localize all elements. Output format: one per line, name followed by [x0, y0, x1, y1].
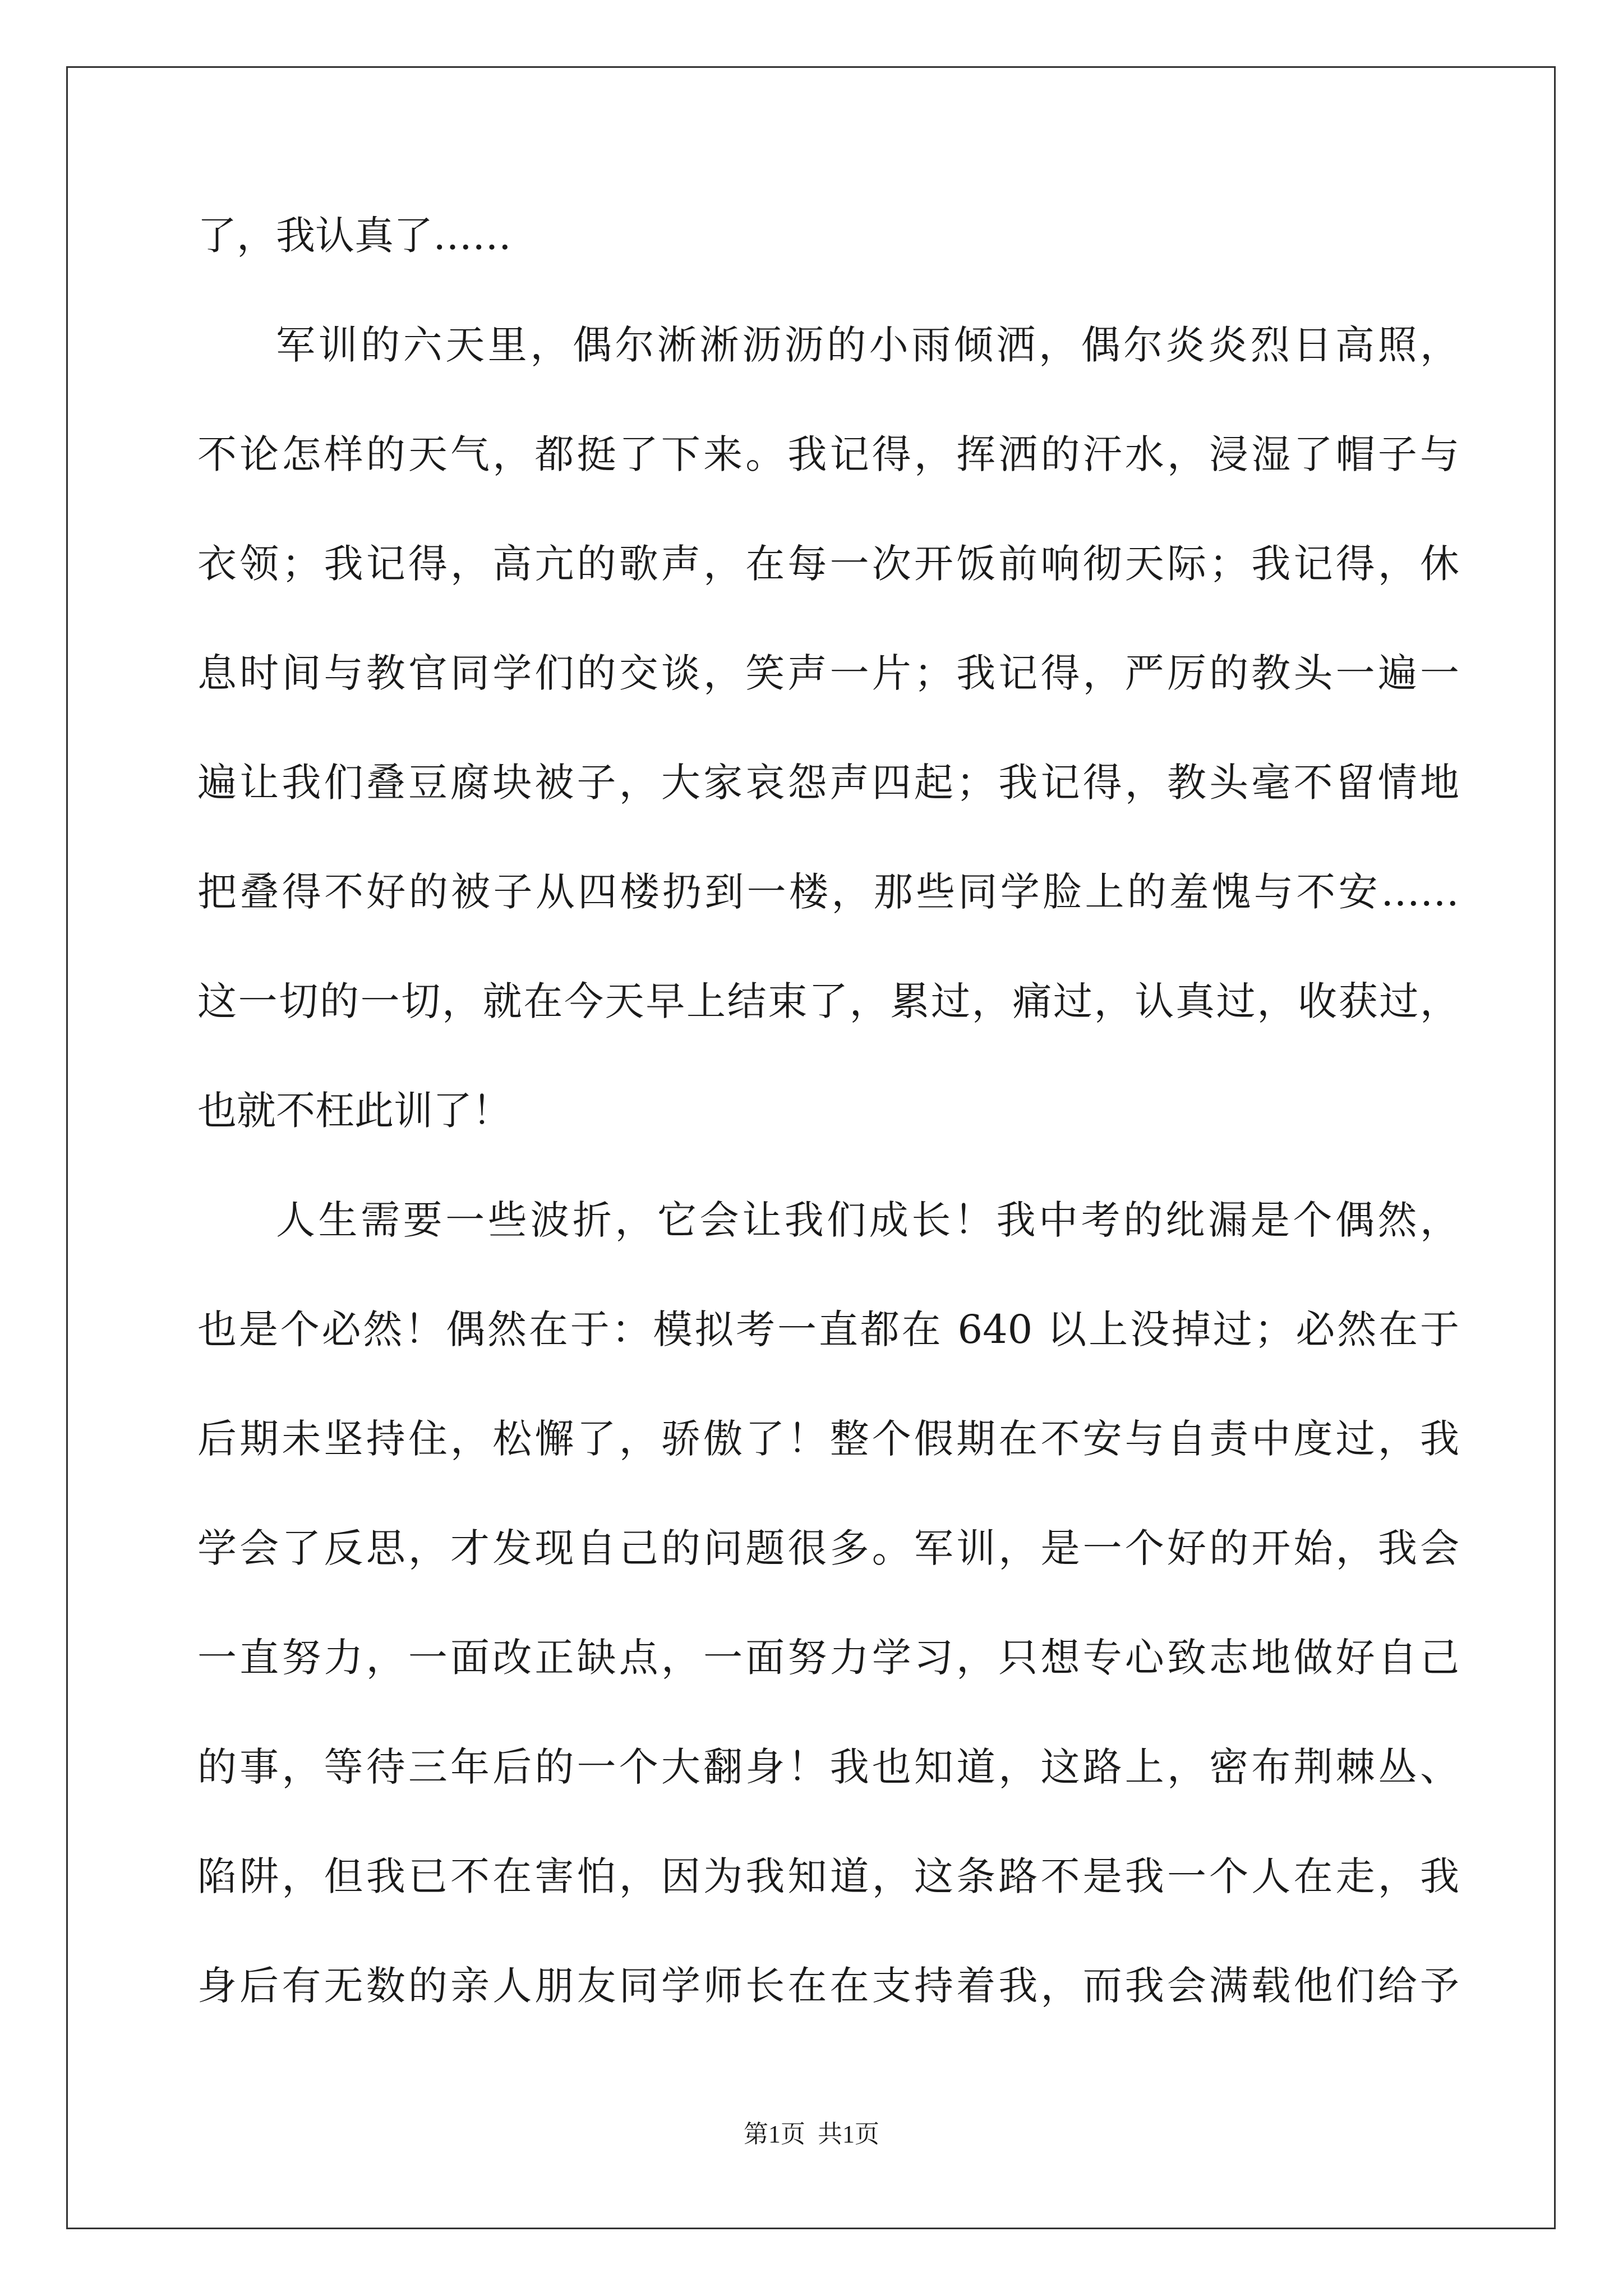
text-line: 身后有无数的亲人朋友同学师长在在支持着我，而我会满载他们给予	[197, 1963, 1459, 2009]
text-line: 一直努力，一面改正缺点，一面努力学习，只想专心致志地做好自己	[197, 1635, 1459, 1681]
text-line: 也是个必然！偶然在于：模拟考一直都在 640 以上没掉过；必然在于	[197, 1306, 1459, 1352]
page-border	[66, 66, 1556, 2229]
text-line: 也就不枉此训了！	[197, 1088, 511, 1134]
text-line: 学会了反思，才发现自己的问题很多。军训，是一个好的开始，我会	[197, 1525, 1459, 1571]
text-line: 不论怎样的天气，都挺了下来。我记得，挥洒的汗水，浸湿了帽子与	[197, 431, 1459, 477]
text-line: 衣领；我记得，高亢的歌声，在每一次开饭前响彻天际；我记得，休	[197, 541, 1459, 587]
text-line: 息时间与教官同学们的交谈，笑声一片；我记得，严厉的教头一遍一	[197, 650, 1459, 696]
text-line: 的事，等待三年后的一个大翻身！我也知道，这路上，密布荆棘丛、	[197, 1744, 1459, 1790]
text-line: 这一切的一切，就在今天早上结束了，累过，痛过，认真过，收获过，	[197, 978, 1459, 1024]
text-line: 军训的六天里，偶尔淅淅沥沥的小雨倾洒，偶尔炎炎烈日高照，	[276, 322, 1459, 368]
text-line: 了，我认真了……	[197, 213, 511, 259]
text-line: 人生需要一些波折，它会让我们成长！我中考的纰漏是个偶然，	[276, 1197, 1459, 1243]
text-line: 把叠得不好的被子从四楼扔到一楼，那些同学脸上的羞愧与不安……	[197, 869, 1459, 915]
text-line: 陷阱，但我已不在害怕，因为我知道，这条路不是我一个人在走，我	[197, 1853, 1459, 1899]
text-line: 后期未坚持住，松懈了，骄傲了！整个假期在不安与自责中度过，我	[197, 1416, 1459, 1462]
page-number-footer: 第1页 共1页	[744, 2120, 879, 2148]
text-line: 遍让我们叠豆腐块被子，大家哀怨声四起；我记得，教头毫不留情地	[197, 760, 1459, 806]
